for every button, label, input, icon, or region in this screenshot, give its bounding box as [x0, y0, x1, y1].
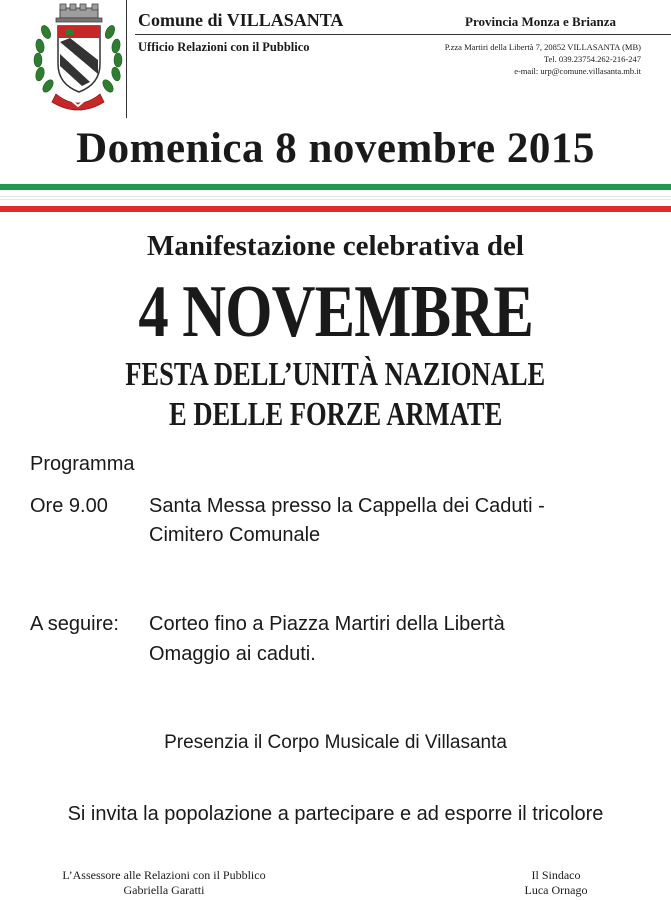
crown-icon [56, 4, 102, 22]
sindaco-signature [520, 868, 592, 898]
festa-line-2 [0, 396, 671, 434]
contact-block [445, 41, 641, 77]
date-title: Domenica 8 novembre 2015 [76, 125, 595, 172]
assessore-name: Gabriella Garatti [123, 883, 205, 897]
header-rule [135, 34, 671, 35]
band-note: Presenzia il Corpo Musicale di Villasanta [164, 732, 507, 753]
ribbon-icon [52, 94, 104, 110]
event-title [0, 270, 671, 355]
coat-of-arms-icon [26, 2, 130, 114]
address-line: P.zza Martiri della Libertà 7, 20852 VILLASANTA (MB) [444, 42, 641, 52]
flag-stripe-green [0, 184, 671, 190]
province-name: Provincia Monza e Brianza [465, 14, 617, 29]
assessore-signature [40, 868, 288, 898]
festa-line-1-text: FESTA DELL’UNITÀ NAZIONALE [125, 356, 546, 393]
header-divider [126, 0, 127, 118]
event-subtitle: Manifestazione celebrativa del [147, 230, 524, 262]
invitation: Si invita la popolazione a partecipare e ad esporre il tricolore [67, 803, 604, 825]
program-item-line: Omaggio ai caduti. [149, 643, 316, 665]
program-item-label: Ore 9.00 [30, 495, 108, 517]
sindaco-name: Luca Ornago [524, 883, 588, 897]
town-name: Comune di VILLASANTA [138, 10, 344, 30]
program-item-line: Corteo fino a Piazza Martiri della Libertà [149, 613, 505, 635]
event-title-text: 4 NOVEMBRE [138, 271, 533, 353]
sindaco-role: Il Sindaco [531, 868, 581, 882]
office-name: Ufficio Relazioni con il Pubblico [138, 40, 310, 54]
shield-icon [58, 26, 100, 92]
assessore-role: L’Assessore alle Relazioni con il Pubblico [62, 868, 266, 882]
phone-line: Tel. 039.23754.262-216-247 [543, 54, 641, 64]
flag-stripe-white [0, 196, 671, 200]
program-item-line: Santa Messa presso la Cappella dei Caduti - [149, 495, 545, 517]
program-item-label: A seguire: [30, 613, 119, 635]
program-item-line: Cimitero Comunale [149, 524, 321, 546]
festa-line-1 [0, 356, 671, 394]
festa-line-2-text: E DELLE FORZE ARMATE [168, 396, 503, 433]
program-heading: Programma [30, 453, 135, 475]
flag-stripe-red [0, 206, 671, 212]
email-line: e-mail: urp@comune.villasanta.mb.it [514, 66, 641, 76]
